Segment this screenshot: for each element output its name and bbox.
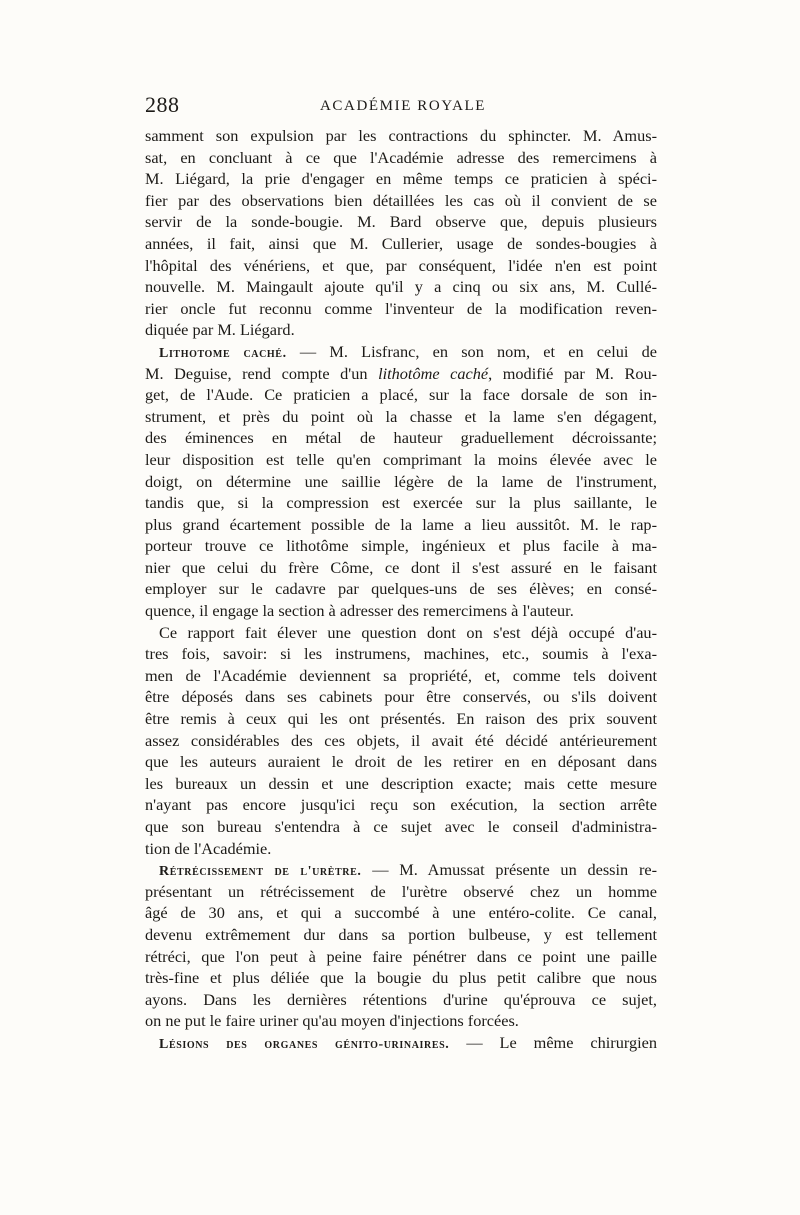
text-line: rier oncle fut reconnu comme l'inventeur de la modification reven- bbox=[145, 298, 657, 318]
page-number: 288 bbox=[145, 92, 180, 117]
text-line bbox=[145, 363, 657, 385]
text-line: quence, il engage la section à adresser des remercimens à l'auteur. bbox=[145, 601, 574, 621]
italic-term: lithotôme caché bbox=[378, 363, 489, 383]
text-line: strument, et près du point où la chasse et la lame s'en dégagent, bbox=[145, 406, 657, 426]
page-header bbox=[145, 92, 657, 122]
text-line: l'hôpital des vénériens, et que, par conséquent, l'idée n'en est point bbox=[145, 255, 657, 275]
text-line: années, il fait, ainsi que M. Cullerier, usage de sondes-bougies à bbox=[145, 233, 657, 253]
text-line: plus grand écartement possible de la lame a lieu aussitôt. M. le rap- bbox=[145, 514, 657, 534]
text-line: servir de la sonde-bougie. M. Bard observe que, depuis plusieurs bbox=[145, 212, 657, 232]
section-heading-lithotome: Lithotome caché. bbox=[159, 345, 287, 361]
section-heading-lesions: Lésions des organes génito-urinaires. bbox=[159, 1036, 450, 1052]
text-line: que les auteurs auraient le droit de les retirer en en déposant dans bbox=[145, 752, 657, 772]
text-line: employer sur le cadavre par quelques-uns de ses élèves; en consé- bbox=[145, 579, 657, 599]
text-line: ayons. Dans les dernières rétentions d'urine qu'éprouva ce sujet, bbox=[145, 989, 657, 1009]
text-line: nier que celui du frère Côme, ce dont il s'est assuré en le faisant bbox=[145, 557, 657, 577]
section-heading-retrecissement: Rétrécissement de l'urètre. bbox=[159, 864, 362, 880]
text-line: n'ayant pas encore jusqu'ici reçu son exécution, la section arrête bbox=[145, 795, 657, 815]
text-line: tres fois, savoir: si les instrumens, machines, etc., soumis à l'exa- bbox=[145, 644, 657, 664]
text-line: sat, en concluant à ce que l'Académie adresse des remercimens à bbox=[145, 147, 657, 167]
text-line: diquée par M. Liégard. bbox=[145, 320, 295, 340]
text-fragment: — M. Amussat présente un dessin re- bbox=[361, 860, 658, 880]
text-line: samment son expulsion par les contractions du sphincter. M. Amus- bbox=[145, 126, 657, 145]
running-head: ACADÉMIE ROYALE bbox=[320, 98, 487, 114]
paragraph-lithotome-first-line bbox=[145, 341, 657, 363]
text-line: tion de l'Académie. bbox=[145, 838, 272, 858]
text-fragment: M. Deguise, rend compte d'un bbox=[145, 363, 379, 383]
text-line: tandis que, si la compression est exercée sur la plus saillante, le bbox=[145, 493, 657, 513]
text-line: que son bureau s'entendra à ce sujet avec le conseil d'administra- bbox=[145, 817, 657, 836]
text-line: des éminences en métal de hauteur graduellement décroissante; bbox=[145, 428, 657, 448]
text-line: être déposés dans ses cabinets pour être conservés, ou s'ils doivent bbox=[145, 687, 657, 707]
text-line: assez considérables des ces objets, il avait été décidé antérieurement bbox=[145, 730, 657, 750]
text-line: M. Liégard, la prie d'engager en même temps ce praticien à spéci- bbox=[145, 169, 657, 189]
text-line: rétréci, que l'on peut à peine faire pénétrer dans ce point une paille bbox=[145, 946, 657, 966]
text-line: très-fine et plus déliée que la bougie du plus petit calibre que nous bbox=[145, 968, 657, 988]
text-fragment: — M. Lisfranc, en son nom, et en celui de bbox=[286, 341, 658, 361]
text-line: nouvelle. M. Maingault ajoute qu'il y a cinq ou six ans, M. Cullé- bbox=[145, 277, 657, 297]
text-line: les bureaux un dessin et une description exacte; mais cette mesure bbox=[145, 773, 657, 793]
text-line: get, de l'Aude. Ce praticien a placé, sur la face dorsale de son in- bbox=[145, 385, 657, 405]
paragraph-retrecissement-first-line bbox=[145, 859, 657, 881]
text-line: leur disposition est telle qu'en comprimant la moins élevée avec le bbox=[145, 449, 657, 469]
text-line: porteur trouve ce lithotôme simple, ingénieux et plus facile à ma- bbox=[145, 536, 657, 556]
text-line: être remis à ceux qui les ont présentés. En raison des prix souvent bbox=[145, 709, 657, 729]
text-line: doigt, on détermine une saillie légère de la lame de l'instrument, bbox=[145, 471, 657, 491]
text-fragment: , modifié par M. Rou- bbox=[488, 363, 658, 383]
paragraph-lesions-first-line bbox=[145, 1032, 657, 1054]
body-text bbox=[145, 125, 657, 1054]
text-line: devenu extrêmement dur dans sa portion bulbeuse, y est tellement bbox=[145, 924, 657, 944]
text-line: men de l'Académie deviennent sa propriété, et, comme tels doivent bbox=[145, 665, 657, 685]
text-line: fier par des observations bien détaillées les cas où il convient de se bbox=[145, 190, 657, 210]
text-line: présentant un rétrécissement de l'urètre observé chez un homme bbox=[145, 881, 657, 901]
text-line: Ce rapport fait élever une question dont on s'est déjà occupé d'au- bbox=[159, 622, 657, 642]
text-line: on ne put le faire uriner qu'au moyen d'injections forcées. bbox=[145, 1011, 519, 1031]
text-line: âgé de 30 ans, et qui a succombé à une entéro-colite. Ce canal, bbox=[145, 903, 657, 923]
text-fragment: — Le même chirurgien bbox=[449, 1032, 657, 1052]
